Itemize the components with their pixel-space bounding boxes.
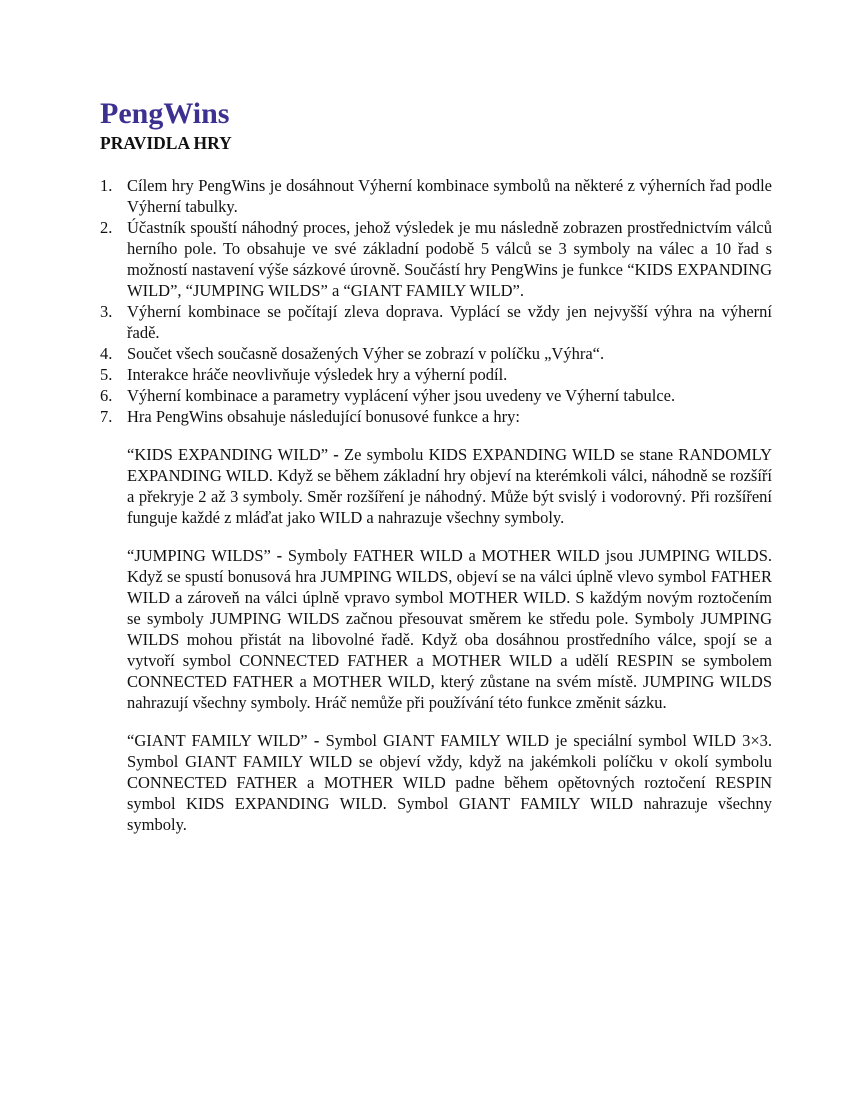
rule-number: 5. — [100, 365, 113, 384]
feature-dash: - — [328, 445, 344, 464]
document-title: PengWins — [100, 97, 230, 130]
rule-item-4 — [100, 343, 772, 364]
rule-text: Cílem hry PengWins je dosáhnout Výherní kombinace symbolů na některé z výherních řad podle Výherní tabulky. — [127, 176, 772, 216]
rule-item-6 — [100, 385, 772, 406]
feature-body: Symboly FATHER WILD a MOTHER WILD jsou JUMPING WILDS. Když se spustí bonusová hra JUMPING WILDS, objeví se na válci úplně vlevo symbol FATHER WILD a zároveň na válci úplně vpravo symbol MOTHER WILD. S každým novým roztočením se symboly JUMPING WILDS začnou přesouvat směrem ke středu pole. Symboly JUMPING WILDS mohou přistát na libovolné řadě. Když oba dosáhnou prostředního válce, spojí se a vytvoří symbol CONNECTED FATHER a MOTHER WILD a udělí RESPIN se symbolem CONNECTED FATHER a MOTHER WILD, který zůstane na svém místě. JUMPING WILDS nahrazují všechny symboly. Hráč nemůže při používání této funkce změnit sázku. — [127, 546, 772, 712]
feature-paragraph-kids-expanding-wild — [127, 444, 772, 528]
rule-text: Součet všech současně dosažených Výher se zobrazí v políčku „Výhra“. — [127, 344, 605, 363]
rule-number: 3. — [100, 302, 113, 321]
feature-paragraph-giant-family-wild — [127, 730, 772, 835]
rule-item-5 — [100, 364, 772, 385]
rule-number: 6. — [100, 386, 113, 405]
rule-item-2 — [100, 217, 772, 301]
feature-body: Symbol GIANT FAMILY WILD je speciální symbol WILD 3×3. Symbol GIANT FAMILY WILD se objeví vždy, když na jakémkoli políčku v okolí symbolu CONNECTED FATHER a MOTHER WILD padne během opětovných roztočení RESPIN symbol KIDS EXPANDING WILD. Symbol GIANT FAMILY WILD nahrazuje všechny symboly. — [127, 731, 773, 834]
rule-text: Účastník spouští náhodný proces, jehož výsledek je mu následně zobrazen prostřednictvím válců herního pole. To obsahuje ve své základní podobě 5 válců se 3 symboly na válec a 10 řad s možností nastavení výše sázkové úrovně. Součástí hry PengWins je funkce “KIDS EXPANDING WILD”, “JUMPING WILDS” a “GIANT FAMILY WILD”. — [127, 218, 772, 300]
feature-body: Ze symbolu KIDS EXPANDING WILD se stane RANDOMLY EXPANDING WILD. Když se během základní hry objeví na kterémkoli válci, náhodně se rozšíří a překryje 2 až 3 symboly. Směr rozšíření je náhodný. Může být svislý i vodorovný. Při rozšíření funguje každé z mláďat jako WILD a nahrazuje všechny symboly. — [127, 445, 772, 527]
feature-paragraph-jumping-wilds — [127, 545, 772, 713]
document-page — [100, 96, 772, 835]
feature-name: “GIANT FAMILY WILD” — [127, 731, 308, 750]
rule-text: Hra PengWins obsahuje následující bonusové funkce a hry: — [127, 407, 520, 426]
rule-item-1 — [100, 175, 772, 217]
feature-name: “KIDS EXPANDING WILD” — [127, 445, 329, 464]
rule-item-7 — [100, 406, 772, 427]
feature-name: “JUMPING WILDS” — [127, 546, 271, 565]
rule-item-3 — [100, 301, 772, 343]
rule-text: Výherní kombinace se počítají zleva doprava. Vyplácí se vždy jen nejvyšší výhra na výherní řadě. — [127, 302, 772, 342]
feature-dash: - — [307, 731, 326, 750]
rule-number: 7. — [100, 407, 113, 426]
rules-list — [100, 175, 772, 427]
document-subtitle: PRAVIDLA HRY — [100, 133, 232, 153]
rule-number: 1. — [100, 176, 113, 195]
rule-text: Výherní kombinace a parametry vyplácení výher jsou uvedeny ve Výherní tabulce. — [127, 386, 676, 405]
rule-number: 4. — [100, 344, 113, 363]
feature-dash: - — [270, 546, 288, 565]
rule-number: 2. — [100, 218, 113, 237]
rule-text: Interakce hráče neovlivňuje výsledek hry a výherní podíl. — [127, 365, 508, 384]
